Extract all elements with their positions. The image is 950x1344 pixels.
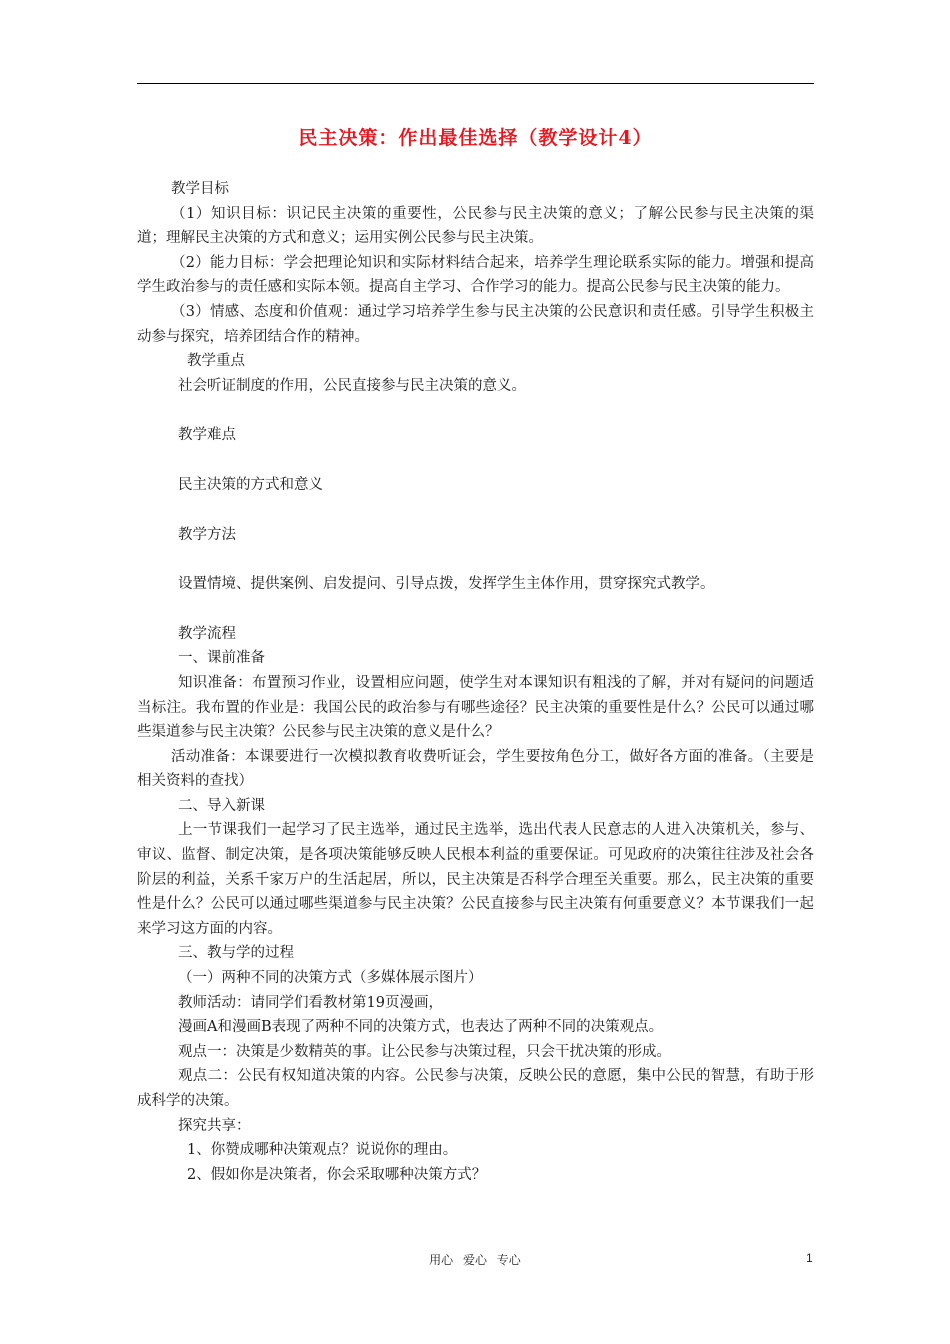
list-item: 1、你赞成哪种决策观点？说说你的理由。 xyxy=(187,1142,458,1159)
paragraph: 探究共享： xyxy=(178,1117,251,1134)
paragraph: 教师活动：请同学们看教材第19页漫画， xyxy=(178,994,443,1011)
list-item: 2、假如你是决策者，你会采取哪种决策方式？ xyxy=(187,1166,487,1183)
paragraph: 知识准备：布置预习作业，设置相应问题，使学生对本课知识有粗浅的了解，并对有疑问的问题适当标注。我布置的作业是：我国公民的政治参与有哪些途径？民主决策的重要性是什么？公民可以通过哪些渠道参与民主决策？公民参与民主决策的意义是什么？ xyxy=(137,674,814,741)
paragraph: 民主决策的方式和意义 xyxy=(178,476,323,493)
paragraph: （1）知识目标：识记民主决策的重要性，公民参与民主决策的意义；了解公民参与民主决策的渠道；理解民主决策的方式和意义；运用实例公民参与民主决策。 xyxy=(137,205,814,247)
paragraph: 社会听证制度的作用，公民直接参与民主决策的意义。 xyxy=(178,377,526,394)
paragraph: 漫画A和漫画B表现了两种不同的决策方式，也表达了两种不同的决策观点。 xyxy=(178,1019,664,1036)
paragraph: （2）能力目标：学会把理论知识和实际材料结合起来，培养学生理论联系实际的能力。增强和提高学生政治参与的责任感和实际本领。提高自主学习、合作学习的能力。提高公民参与民主决策的能力。 xyxy=(137,254,814,296)
subsection-heading: 一、课前准备 xyxy=(178,650,265,667)
page-number: 1 xyxy=(806,1251,813,1265)
paragraph: 设置情境、提供案例、启发提问、引导点拨，发挥学生主体作用，贯穿探究式教学。 xyxy=(178,576,715,593)
section-heading-methods: 教学方法 xyxy=(178,526,236,543)
paragraph: 观点二：公民有权知道决策的内容。公民参与决策，反映公民的意愿，集中公民的智慧，有助于形成科学的决策。 xyxy=(137,1068,814,1109)
section-heading-key-points: 教学重点 xyxy=(187,353,245,370)
paragraph: 活动准备：本课要进行一次模拟教育收费听证会，学生要按角色分工，做好各方面的准备。（主要是相关资料的查找） xyxy=(137,748,814,790)
section-heading-goals: 教学目标 xyxy=(171,181,229,197)
footer-slogan: 用心 爱心 专心 xyxy=(429,1253,521,1267)
subsection-heading: 二、导入新课 xyxy=(178,797,265,814)
paragraph: （3）情感、态度和价值观：通过学习培养学生参与民主决策的公民意识和责任感。引导学生积极主动参与探究，培养团结合作的精神。 xyxy=(137,303,814,345)
document-title: 民主决策：作出最佳选择（教学设计4） xyxy=(298,127,653,149)
section-heading-process: 教学流程 xyxy=(178,625,236,642)
subsection-heading: 三、教与学的过程 xyxy=(178,945,294,962)
section-heading-difficulties: 教学难点 xyxy=(178,427,236,444)
paragraph: （一）两种不同的决策方式（多媒体展示图片） xyxy=(178,970,483,987)
header-rule xyxy=(137,83,814,84)
document-body xyxy=(137,177,814,1187)
paragraph: 上一节课我们一起学习了民主选举，通过民主选举，选出代表人民意志的人进入决策机关，参与、审议、监督、制定决策，是各项决策能够反映人民根本利益的重要保证。可见政府的决策往往涉及社会各阶层的利益，关系千家万户的生活起居，所以，民主决策是否科学合理至关重要。那么，民主决策的重要性是什么？公民可以通过哪些渠道参与民主决策？公民直接参与民主决策有何重要意义？本节课我们一起来学习这方面的内容。 xyxy=(137,822,814,937)
paragraph: 观点一：决策是少数精英的事。让公民参与决策过程，只会干扰决策的形成。 xyxy=(178,1043,671,1060)
